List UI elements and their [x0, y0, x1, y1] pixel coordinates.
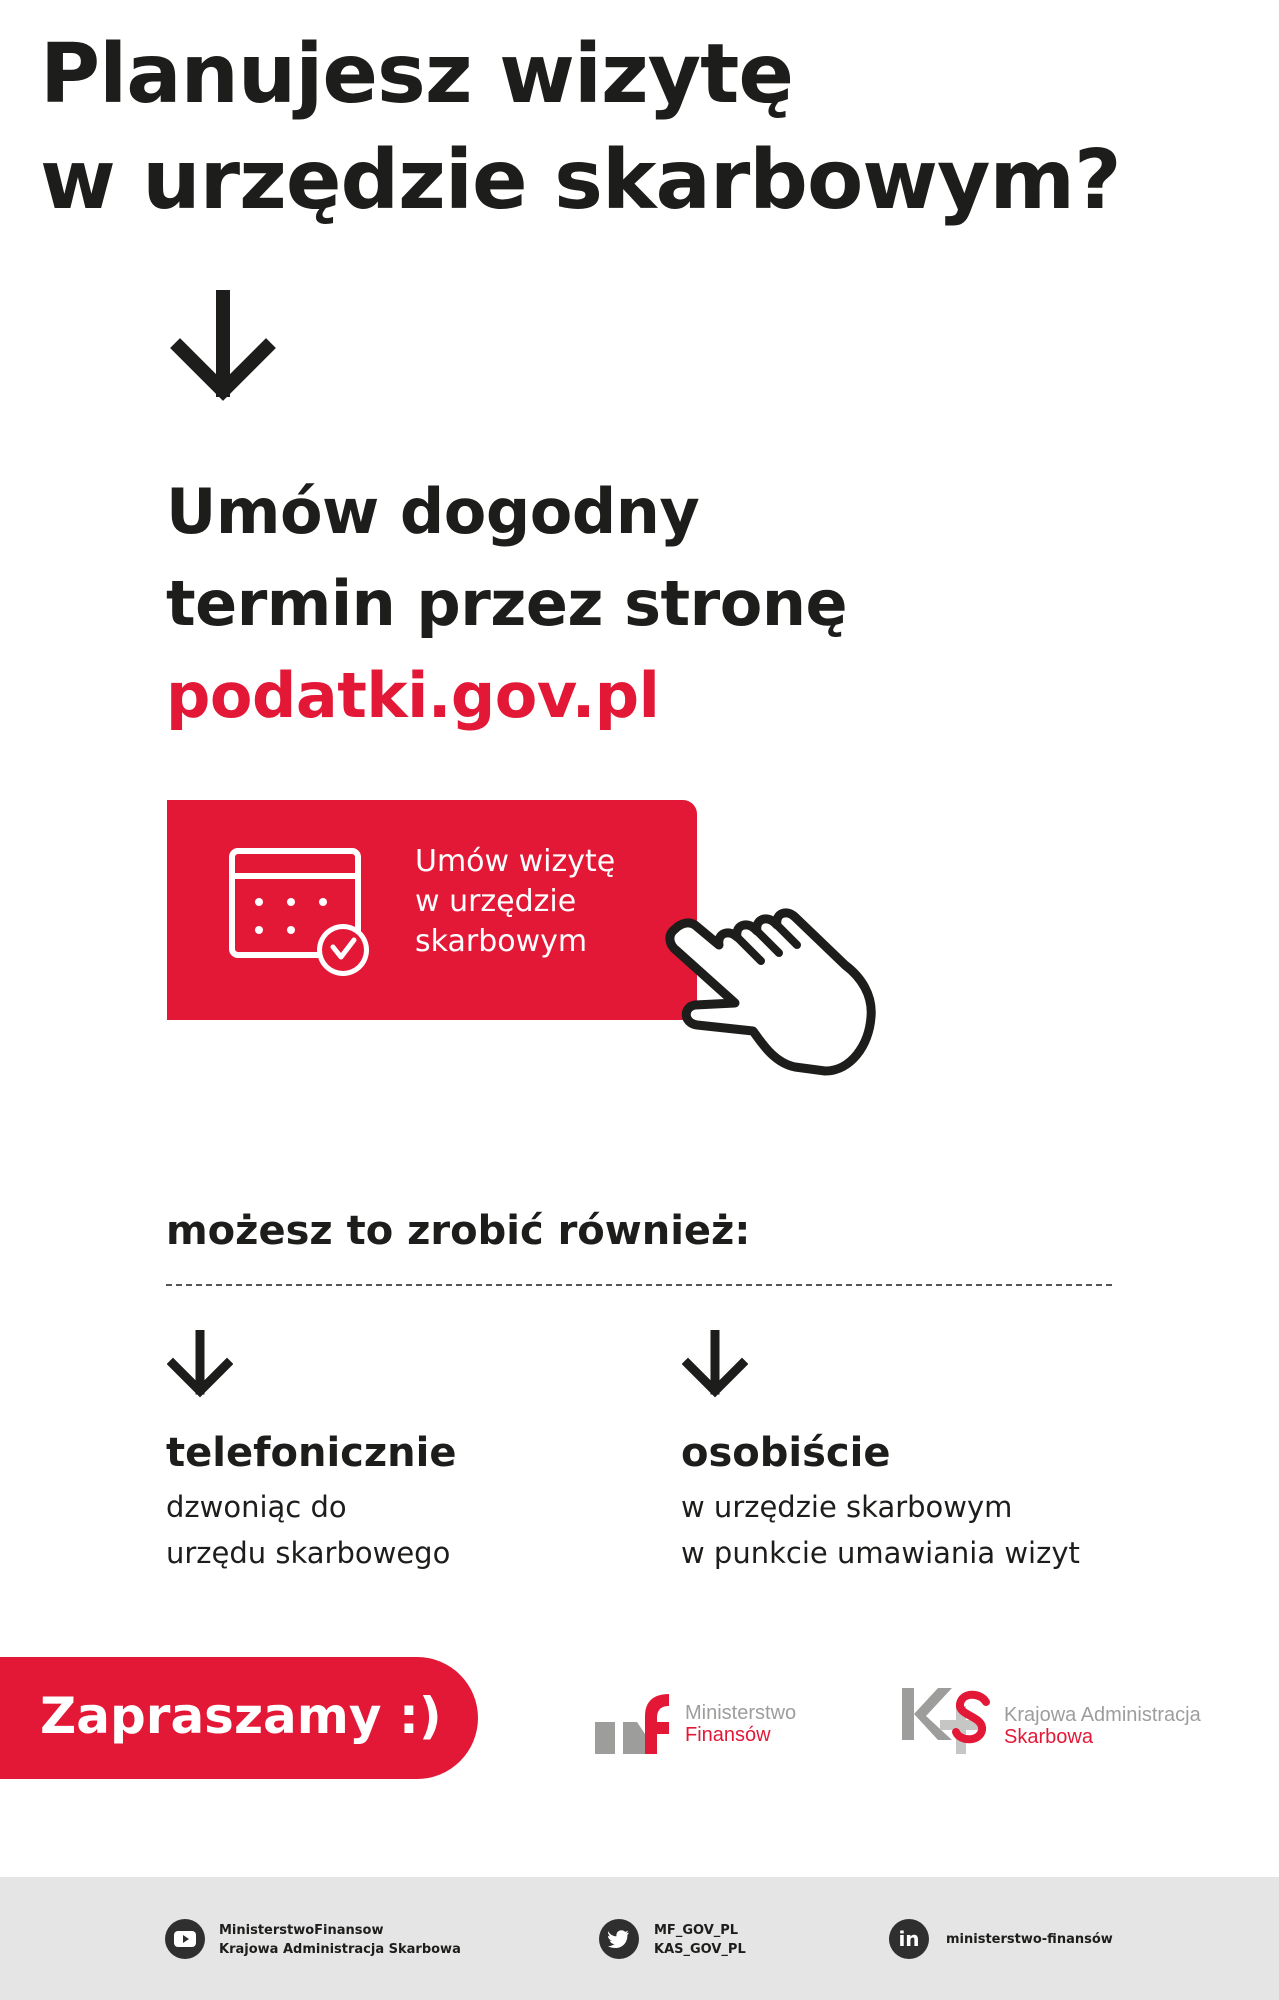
mf-logo-mark [593, 1690, 677, 1756]
youtube-icon[interactable] [165, 1919, 205, 1959]
subheading-line-2: termin przez stronę [166, 567, 848, 640]
mf-logo-line-1: Ministerstwo [685, 1702, 797, 1724]
invite-banner [0, 1657, 478, 1779]
linkedin-icon[interactable]: in [889, 1919, 929, 1959]
title-line-1: Planujesz wizytę [40, 27, 793, 122]
kas-logo-line-2: Skarbowa [1004, 1726, 1093, 1748]
arrow-down-icon [170, 290, 276, 402]
subheading [166, 466, 847, 742]
option-in-person-desc: w urzędzie skarbowym w punkcie umawiania wizyt [681, 1490, 1080, 1570]
subheading-line-1: Umów dogodny [166, 475, 700, 548]
arrow-down-icon [167, 1330, 233, 1398]
twitter-accounts[interactable]: MF_GOV_PL KAS_GOV_PL [654, 1923, 746, 1957]
book-visit-button[interactable] [167, 800, 697, 1020]
kas-logo [898, 1680, 1228, 1760]
twitter-icon[interactable] [599, 1919, 639, 1959]
page-title [40, 22, 1121, 234]
option-phone-desc: dzwoniąc do urzędu skarbowego [166, 1490, 451, 1570]
youtube-channels[interactable]: MinisterstwoFinansow Krajowa Administracja Skarbowa [219, 1923, 461, 1957]
title-line-2: w urzędzie skarbowym? [40, 133, 1121, 228]
kas-logo-mark [898, 1680, 994, 1756]
linkedin-account[interactable]: ministerstwo-finansów [946, 1932, 1113, 1947]
dashed-divider [166, 1284, 1112, 1286]
arrow-down-icon [682, 1330, 748, 1398]
option-phone-title: telefonicznie [166, 1430, 457, 1476]
option-in-person-title: osobiście [681, 1430, 891, 1476]
mf-logo-line-2: Finansów [685, 1724, 771, 1746]
website-link[interactable]: podatki.gov.pl [166, 659, 660, 732]
book-visit-label: Umów wizytę w urzędzie skarbowym [415, 844, 616, 959]
footer [0, 1877, 1279, 2000]
pointing-hand-icon [655, 895, 885, 1085]
invite-text: Zapraszamy :) [40, 1687, 442, 1745]
option-in-person [681, 1430, 1080, 1576]
calendar-check-icon [229, 848, 379, 978]
kas-logo-line-1: Krajowa Administracja [1004, 1704, 1201, 1726]
alternatives-heading: możesz to zrobić również: [166, 1208, 751, 1254]
mf-logo [593, 1690, 833, 1760]
option-phone [166, 1430, 456, 1576]
